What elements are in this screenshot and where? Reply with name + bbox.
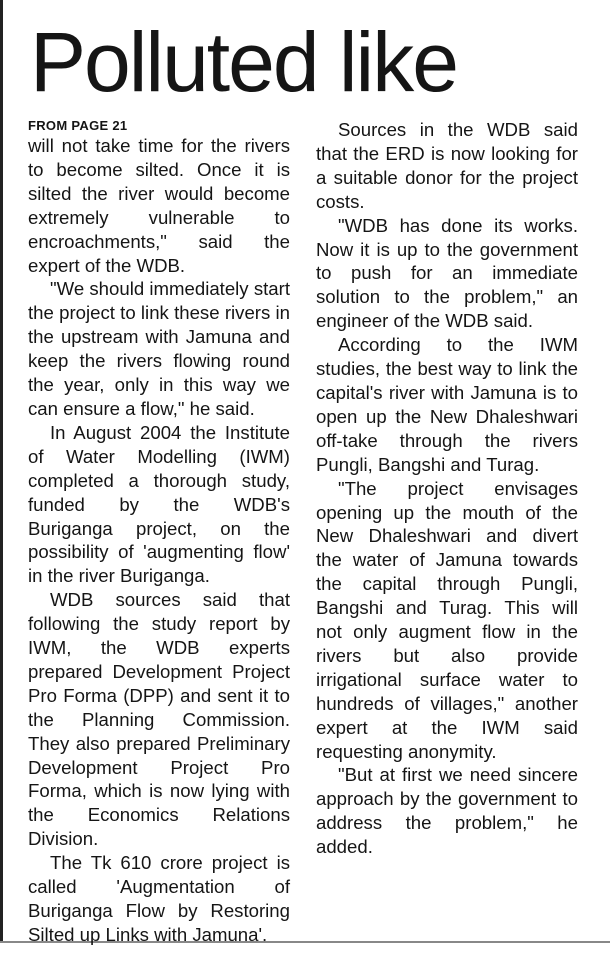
- paragraph: WDB sources said that following the study report by IWM, the WDB experts prepared Development Project Pro Forma (DPP) and sent it to the Planning Commission. They also prepared Preliminary Development Project Pro Forma, which is now lying with the Economics Relations Division.: [28, 589, 290, 850]
- paragraph: "WDB has done its works. Now it is up to the government to push for an immediate solution to the problem," an engineer of the WDB said.: [316, 214, 578, 332]
- paragraph: The Tk 610 crore project is called 'Augmentation of Buriganga Flow by Restoring Silted up Links with Jamuna'.: [28, 852, 290, 945]
- headline: Polluted like: [30, 15, 457, 109]
- paragraph: Sources in the WDB said that the ERD is now looking for a suitable donor for the project costs.: [316, 119, 578, 212]
- paragraph: "The project envisages opening up the mouth of the New Dhaleshwari and divert the water of Jamuna towards the capital through Pungli, Bangshi and Turag. This will not only augment flow in the rivers but also provide irrigational surface water to hundreds of villages," another expert at the IWM said requesting anonymity.: [316, 477, 578, 762]
- paragraph: will not take time for the rivers to become silted. Once it is silted the river would become extremely vulnerable to encroachments," said the expert of the WDB.: [28, 135, 290, 276]
- article-column-left: [28, 118, 290, 947]
- paragraph: According to the IWM studies, the best way to link the capital's river with Jamuna is to open up the New Dhaleshwari off-take through the rivers Pungli, Bangshi and Turag.: [316, 334, 578, 475]
- paragraph: "But at first we need sincere approach by the government to address the problem," he added.: [316, 764, 578, 858]
- paragraph: In August 2004 the Institute of Water Modelling (IWM) completed a thorough study, funded by the WDB's Buriganga project, on the possibility of 'augmenting flow' in the river Buriganga.: [28, 421, 290, 587]
- paragraph: "We should immediately start the project to link these rivers in the upstream with Jamuna and keep the rivers flowing round the year, only in this way we can ensure a flow," he said.: [28, 278, 290, 419]
- jump-label: FROM PAGE 21: [28, 118, 128, 133]
- article-column-right: [316, 118, 578, 859]
- page-border-left: [0, 0, 3, 943]
